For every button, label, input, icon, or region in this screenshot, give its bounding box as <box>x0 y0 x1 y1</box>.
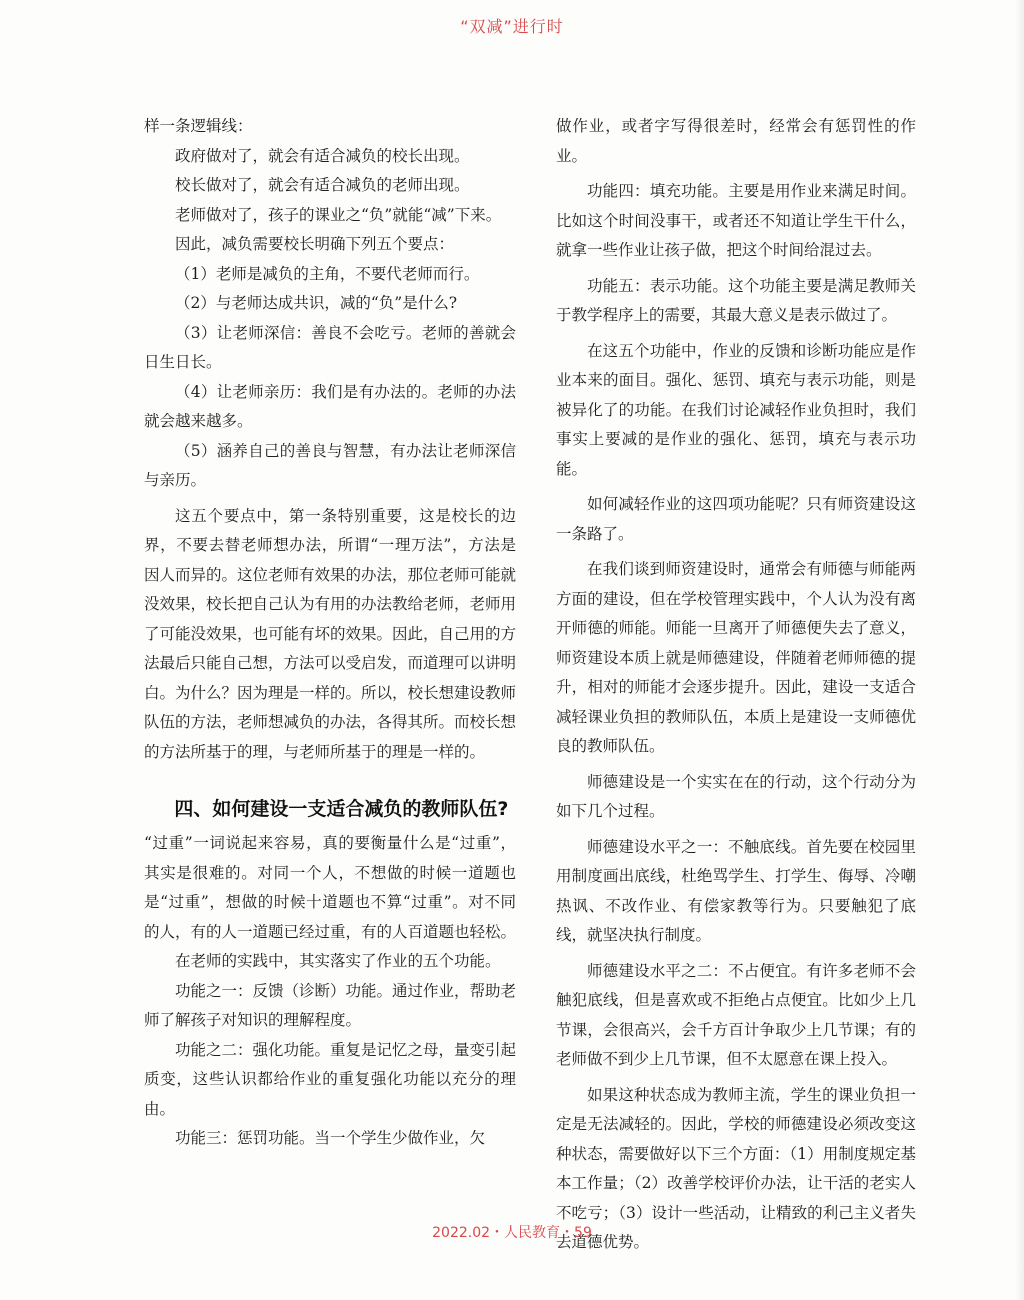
paragraph: 功能之一：反馈（诊断）功能。通过作业，帮助老师了解孩子对知识的理解程度。 <box>144 981 517 1029</box>
paragraph: 在这五个功能中，作业的反馈和诊断功能应是作业本来的面目。强化、惩罚、填充与表示功能，则是被异化了的功能。在我们讨论减轻作业负担时，我们事实上要减的是作业的强化、惩罚，填充与表示功能。 <box>556 341 916 478</box>
paragraph: （3）让老师深信：善良不会吃亏。老师的善就会日生日长。 <box>144 323 516 371</box>
paragraph: 功能四：填充功能。主要是用作业来满足时间。比如这个时间没事干，或者还不知道让学生干什么，就拿一些作业让孩子做，把这个时间给混过去。 <box>556 182 916 259</box>
paragraph: 在老师的实践中，其实落实了作业的五个功能。 <box>175 952 501 970</box>
page-footer: 2022.02・人民教育・59 <box>432 1225 592 1241</box>
paragraph: 如果这种状态成为教师主流，学生的课业负担一定是无法减轻的。因此，学校的师德建设必须改变这种状态，需要做好以下三个方面：（1）用制度规定基本工作量；（2）改善学校评价办法，让干活的老实人不吃亏；（3）设计一些活动，让精致的利己主义者失去道德优势。 <box>556 1085 916 1251</box>
paragraph: （5）涵养自己的善良与智慧，有办法让老师深信与亲历。 <box>144 441 516 489</box>
paragraph: 校长做对了，就会有适合减负的老师出现。 <box>175 176 470 194</box>
paragraph: 老师做对了，孩子的课业之“负”就能“减”下来。 <box>175 205 502 224</box>
left-paragraphs-b <box>144 829 516 1154</box>
left-paragraphs-a <box>144 112 516 767</box>
paragraph: 因此，减负需要校长明确下列五个要点： <box>175 235 455 253</box>
running-header: “双减”进行时 <box>460 17 564 36</box>
right-column <box>556 112 916 1258</box>
paragraph: 政府做对了，就会有适合减负的校长出现。 <box>175 146 470 165</box>
paragraph: 做作业，或者字写得很差时，经常会有惩罚性的作业。 <box>556 117 916 165</box>
paragraph: 功能之二：强化功能。重复是记忆之母，量变引起质变，这些认识都给作业的重复强化功能以充分的理由。 <box>144 1040 517 1118</box>
paragraph: 功能五：表示功能。这个功能主要是满足教师关于教学程序上的需要，其最大意义是表示做过了。 <box>556 276 916 324</box>
paragraph: 在我们谈到师资建设时，通常会有师德与师能两方面的建设，但在学校管理实践中，个人认为没有离开师德的师能。师能一旦离开了师德便失去了意义，师资建设本质上就是师德建设，伴随着老师师德的提升，相对的师能才会逐步提升。因此，建设一支适合减轻课业负担的教师队伍，本质上是建设一支师德优良的教师队伍。 <box>556 560 916 755</box>
paragraph: （1）老师是减负的主角，不要代老师而行。 <box>175 264 480 283</box>
paragraph: 师德建设水平之一：不触底线。首先要在校园里用制度画出底线，杜绝骂学生、打学生、侮辱、冷嘲热讽、不改作业、有偿家教等行为。只要触犯了底线，就坚决执行制度。 <box>556 837 916 944</box>
paragraph: 功能三：惩罚功能。当一个学生少做作业，欠 <box>175 1129 486 1147</box>
paragraph: 师德建设水平之二：不占便宜。有许多老师不会触犯底线，但是喜欢或不拒绝占点便宜。比如少上几节课，会很高兴，会千方百计争取少上几节课；有的老师做不到少上几节课，但不太愿意在课上投入。 <box>556 961 916 1068</box>
section-heading: 四、如何建设一支适合减负的教师队伍? <box>174 798 509 820</box>
paragraph: （4）让老师亲历：我们是有办法的。老师的办法就会越来越多。 <box>144 382 516 430</box>
paragraph: 这五个要点中，第一条特别重要，这是校长的边界，不要去替老师想办法，所谓“一理万法”，方法是因人而异的。这位老师有效果的办法，那位老师可能就没效果，校长把自己认为有用的办法教给老师，老师用了可能没效果，也可能有坏的效果。因此，自己用的方法最后只能自己想，方法可以受启发，而道理可以讲明白。为什么？因为理是一样的。所以，校长想建设教师队伍的方法，老师想减负的办法，各得其所。而校长想的方法所基于的理，与老师所基于的理是一样的。 <box>144 506 517 761</box>
right-paragraphs <box>556 112 916 1258</box>
paragraph: （2）与老师达成共识，减的“负”是什么? <box>175 294 458 312</box>
left-column <box>144 112 516 1154</box>
paragraph: 如何减轻作业的这四项功能呢？只有师资建设这一条路了。 <box>556 495 916 543</box>
paragraph: “过重”一词说起来容易，真的要衡量什么是“过重”，其实是很难的。对同一个人，不想做的时候一道题也是“过重”，想做的时候十道题也不算“过重”。对不同的人，有的人一道题已经过重，有的人百道题也轻松。 <box>144 834 517 941</box>
paragraph: 样一条逻辑线： <box>144 117 253 135</box>
scan-edge-shadow <box>1016 0 1024 1300</box>
paragraph: 师德建设是一个实实在在的行动，这个行动分为如下几个过程。 <box>556 772 916 820</box>
